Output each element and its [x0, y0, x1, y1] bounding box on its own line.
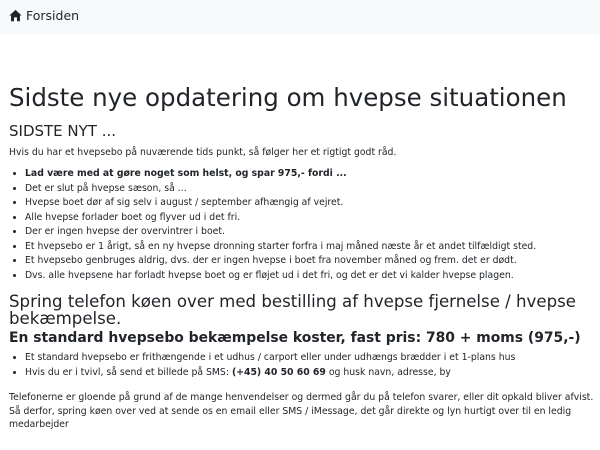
main-content	[9, 82, 594, 432]
list-item	[25, 366, 594, 381]
sms-suffix: og husk navn, adresse, by	[325, 366, 451, 378]
latest-news-heading: SIDSTE NYT ...	[9, 122, 117, 140]
top-navbar	[0, 0, 600, 34]
list-item: • Det er slut på hvepse sæson, så ...	[25, 182, 594, 197]
price-heading: En standard hvepsebo bekæmpelse koster, fast pris: 780 + moms (975,-)	[9, 330, 581, 346]
list-item: • Der er ingen hvepse der overvintrer i boet.	[25, 225, 594, 240]
spring-queue-heading: Spring telefon køen over med bestilling af hvepse fjernelse / hvepse bekæmpelse.	[9, 292, 576, 328]
list-item: • Lad være med at gøre noget som helst, og spar 975,- fordi ...	[25, 167, 594, 182]
skip-queue-text: Så derfor, spring køen over ved at sende os en email eller SMS / iMessage, det går direkte og lyn hurtigt over til en ledig medarbejder	[9, 405, 572, 430]
list-item: • Et hvepsebo er 1 årigt, så en ny hvepse dronning starter forfra i maj måned næste år et andet tilfældigt sted.	[25, 240, 594, 255]
price-list	[9, 351, 594, 380]
news-list	[9, 167, 594, 283]
home-link[interactable]	[9, 8, 79, 23]
home-link-label[interactable]: Forsiden	[26, 8, 80, 23]
info-paragraph	[9, 391, 594, 432]
sms-prefix: Hvis du er i tvivl, så send et billede på SMS:	[25, 366, 232, 378]
list-item: • Alle hvepse forlader boet og flyver ud i det fri.	[25, 211, 594, 226]
home-icon	[9, 9, 22, 22]
page-title: Sidste nye opdatering om hvepse situationen	[9, 83, 567, 112]
list-item: • Dvs. alle hvepsene har forladt hvepse boet og er fløjet ud i det fri, og det er det vi kalder hvepse plagen.	[25, 269, 594, 284]
intro-text: Hvis du har et hvepsebo på nuværende tids punkt, så følger her et rigtigt godt råd.	[9, 147, 397, 158]
list-item: • Et standard hvepsebo er frithængende i et udhus / carport eller under udhængs brædder i et 1-plans hus	[25, 351, 594, 366]
phones-busy-text: Telefonerne er gloende på grund af de mange henvendelser og dermed går du på telefon svarer, eller dit opkald bliver afvist.	[9, 392, 594, 403]
phone-number: (+45) 40 50 60 69	[231, 366, 326, 378]
list-item: • Et hvepsebo genbruges aldrig, dvs. der er ingen hvepse i boet fra november måned og frem. det er dødt.	[25, 254, 594, 269]
list-item: • Hvepse boet dør af sig selv i august / september afhængig af vejret.	[25, 196, 594, 211]
